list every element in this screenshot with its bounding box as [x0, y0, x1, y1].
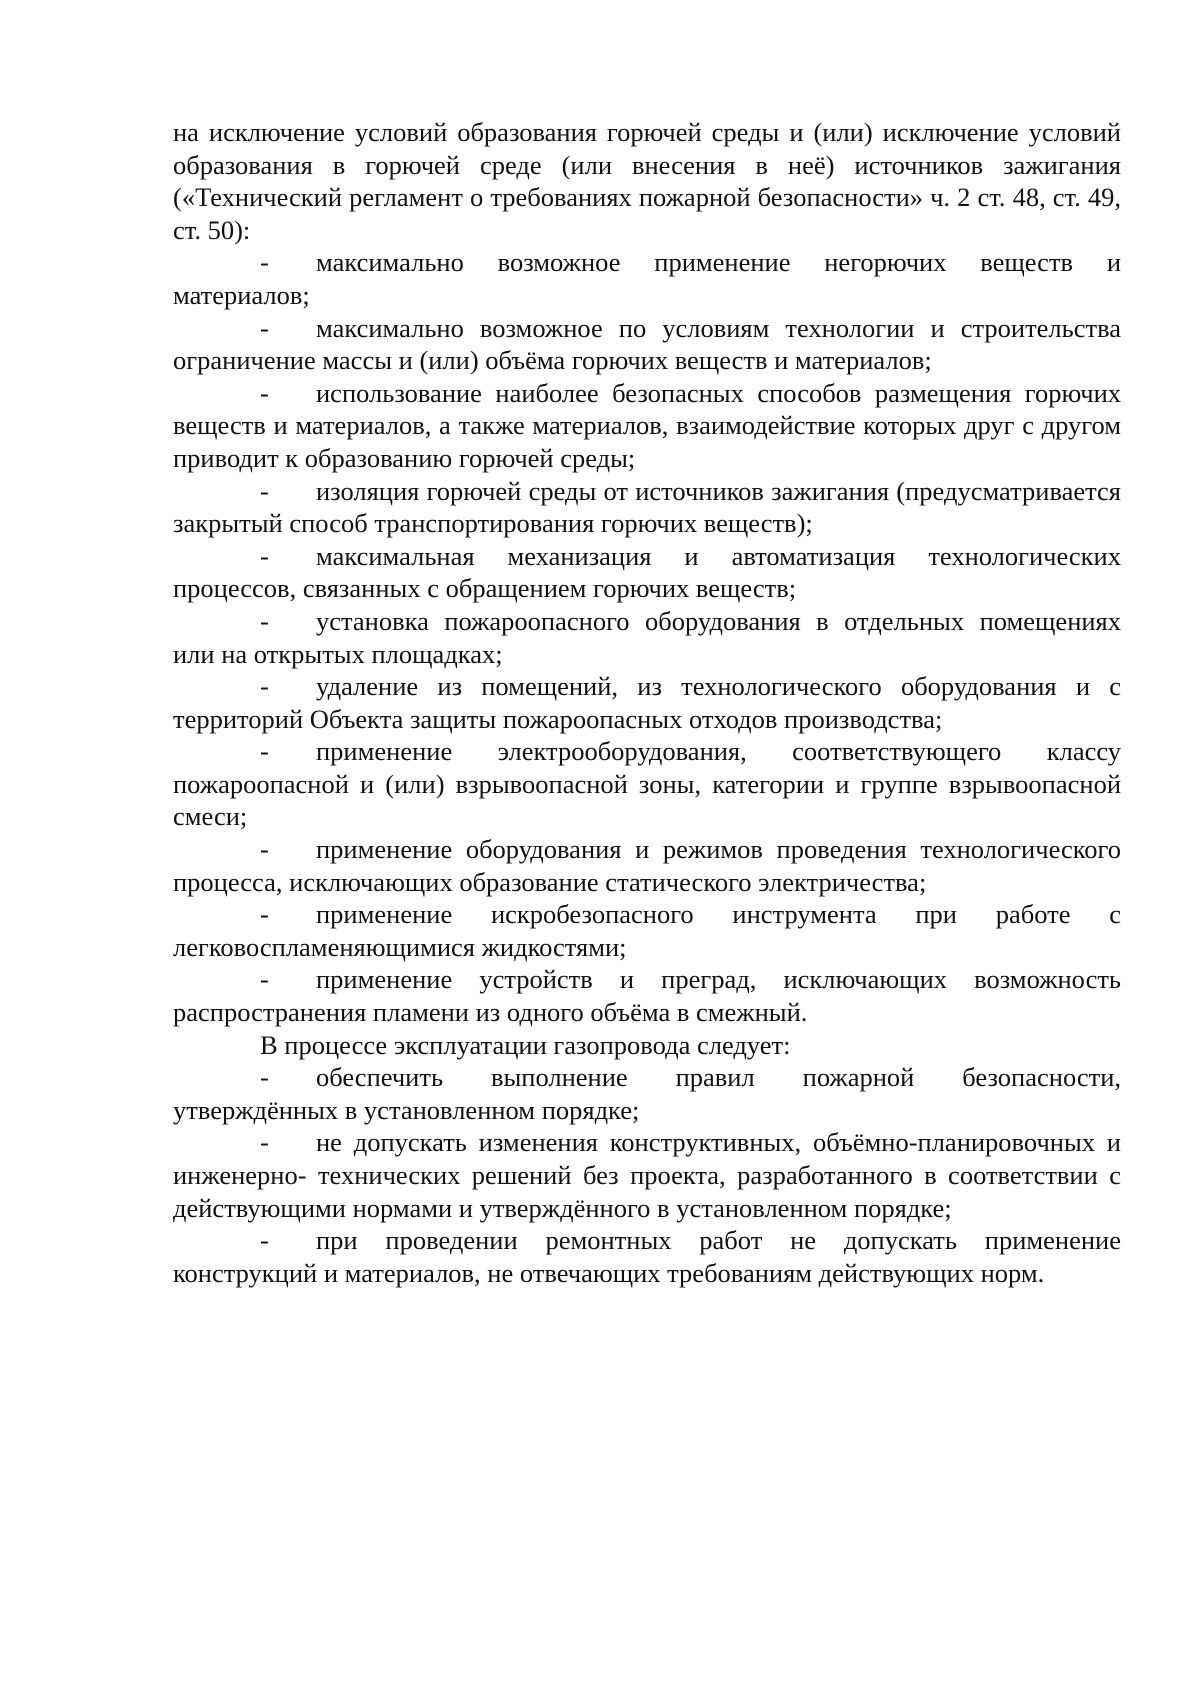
list-item — [173, 670, 1121, 735]
list-item-text: применение искробезопасного инструмента при работе с легковоспламеняющимися жидкостями; — [173, 899, 1121, 962]
list-item — [173, 605, 1121, 670]
list-item — [173, 833, 1121, 898]
list-item-text: не допускать изменения конструктивных, объёмно-планировочных и инженерно- технических решений без проекта, разработанного в соответствии с действующими нормами и утверждённого в установленном порядке; — [173, 1127, 1121, 1223]
dash-marker: - — [260, 964, 269, 995]
list-item-text: максимальная механизация и автоматизация технологических процессов, связанных с обращением горючих веществ; — [173, 540, 1121, 604]
list-item-text: применение устройств и преград, исключающих возможность распространения пламени из одного объёма в смежный. — [173, 964, 1121, 1028]
list-item — [173, 1224, 1121, 1289]
intro-paragraph: на исключение условий образования горючей среды и (или) исключение условий образования в горючей среде (или внесения в неё) источников зажигания («Технический регламент о требованиях пожарной безопасности» ч. 2 ст. 48, ст. 49, ст. 50): — [173, 117, 1121, 245]
fire-measures-list — [173, 246, 1121, 1028]
dash-marker: - — [260, 834, 269, 865]
list-item-text: применение электрооборудования, соответствующего классу пожароопасной и (или) взрывоопасной зоны, категории и группе взрывоопасной смеси; — [173, 736, 1121, 832]
dash-marker: - — [260, 736, 269, 767]
list-item-text: максимально возможное по условиям технологии и строительства ограничение массы и (или) объёма горючих веществ и материалов; — [173, 312, 1121, 376]
list-item — [173, 898, 1121, 963]
dash-marker: - — [260, 1225, 269, 1256]
dash-marker: - — [260, 475, 269, 506]
dash-marker: - — [260, 540, 269, 571]
list-item — [173, 735, 1121, 833]
list-item-text: изоляция горючей среды от источников зажигания (предусматривается закрытый способ транспортирования горючих веществ); — [173, 475, 1121, 539]
list-item-text: максимально возможное применение негорючих веществ и материалов; — [173, 247, 1121, 310]
list-item-text: при проведении ремонтных работ не допускать применение конструкций и материалов, не отвечающих требованиям действующих норм. — [173, 1225, 1121, 1288]
list-item — [173, 312, 1121, 377]
document-body — [173, 116, 1121, 1289]
list-item-text: удаление из помещений, из технологического оборудования и с территорий Объекта защиты пожароопасных отходов производства; — [173, 671, 1121, 734]
list-item-text: применение оборудования и режимов проведения технологического процесса, исключающих образование статического электричества; — [173, 834, 1121, 897]
dash-marker: - — [260, 899, 269, 930]
list-item — [173, 475, 1121, 540]
list-item — [173, 540, 1121, 605]
dash-marker: - — [260, 671, 269, 702]
list-item-text: установка пожароопасного оборудования в отдельных помещениях или на открытых площадках; — [173, 605, 1121, 669]
operation-rules-list — [173, 1061, 1121, 1289]
dash-marker: - — [260, 312, 269, 343]
list-item-text: обеспечить выполнение правил пожарной безопасности, утверждённых в установленном порядке; — [173, 1062, 1121, 1125]
list-item — [173, 1061, 1121, 1126]
operation-heading: В процессе эксплуатации газопровода следует: — [260, 1029, 791, 1060]
list-item-text: использование наиболее безопасных способов размещения горючих веществ и материалов, а также материалов, взаимодействие которых друг с другом приводит к образованию горючей среды; — [173, 377, 1121, 473]
dash-marker: - — [260, 247, 269, 278]
list-item — [173, 246, 1121, 311]
dash-marker: - — [260, 1062, 269, 1093]
dash-marker: - — [260, 1127, 269, 1158]
dash-marker: - — [260, 377, 269, 408]
list-item — [173, 377, 1121, 475]
list-item — [173, 1126, 1121, 1224]
list-item — [173, 963, 1121, 1028]
dash-marker: - — [260, 605, 269, 636]
